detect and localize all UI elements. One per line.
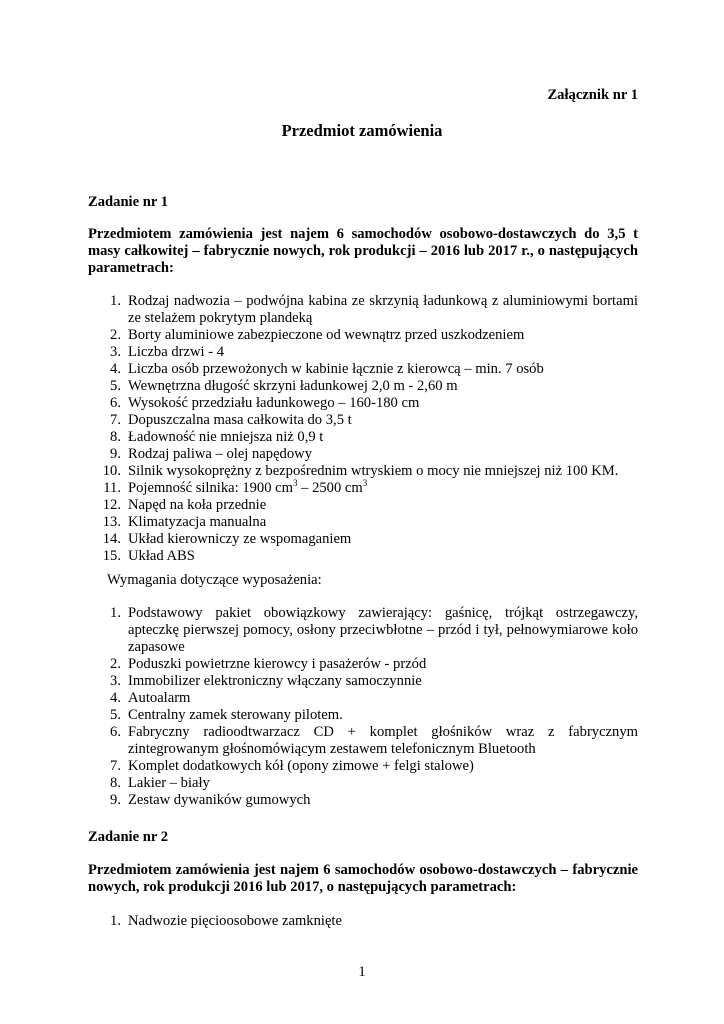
- annex-label: Załącznik nr 1: [547, 87, 638, 103]
- list-item: 2. Borty aluminiowe zabezpieczone od wewnątrz przed uszkodzeniem: [110, 327, 525, 343]
- list-item: 5. Wewnętrzna długość skrzyni ładunkowej 2,0 m - 2,60 m: [110, 378, 458, 394]
- equipment-list: [88, 605, 638, 809]
- list-item: 9. Zestaw dywaników gumowych: [110, 792, 311, 808]
- task2-intro: Przedmiotem zamówienia jest najem 6 samochodów osobowo-dostawczych – fabrycznie nowych, rok produkcji 2016 lub 2017, o następujących parametrach:: [88, 862, 638, 895]
- list-item: 5. Centralny zamek sterowany pilotem.: [110, 707, 343, 723]
- list-item: 8. Ładowność nie mniejsza niż 0,9 t: [110, 429, 324, 445]
- list-item: 4. Autoalarm: [110, 690, 191, 706]
- task1-heading: Zadanie nr 1: [88, 194, 169, 210]
- list-item: 7. Dopuszczalna masa całkowita do 3,5 t: [110, 412, 352, 428]
- page-title: Przedmiot zamówienia: [281, 121, 443, 140]
- page-number: 1: [358, 964, 366, 980]
- list-item: 11. Pojemność silnika: 1900 $cm^3 - 2500$ $cm^3$: [103, 478, 368, 496]
- list-item: 1. Nadwozie pięcioosobowe zamknięte: [110, 913, 342, 929]
- list-item: 14. Układ kierowniczy ze wspomaganiem: [102, 531, 352, 547]
- equipment-heading: Wymagania dotyczące wyposażenia:: [107, 572, 322, 588]
- list-item: 1. Podstawowy pakiet obowiązkowy zawierający: gaśnicę, trójkąt ostrzegawczy, apteczkę pierwszej pomocy, osłony przeciwbłotne – przód i tył, pełnowymiarowe koło zapasowe: [110, 605, 638, 655]
- list-item: 8. Lakier – biały: [110, 775, 210, 791]
- list-item: 3. Liczba drzwi - 4: [110, 344, 225, 360]
- list-item: 4. Liczba osób przewożonych w kabinie łącznie z kierowcą – min. 7 osób: [110, 361, 544, 377]
- task1-params-list: [88, 293, 638, 565]
- list-item: 3. Immobilizer elektroniczny włączany samoczynnie: [110, 673, 422, 689]
- list-item: 6. Fabryczny radioodtwarzacz CD + komplet głośników wraz z fabrycznym zintegrowanym głośnomówiącym zestawem telefonicznym Bluetooth: [110, 724, 638, 757]
- task2-params-list: [88, 913, 638, 930]
- list-item: 12. Napęd na koła przednie: [102, 497, 267, 513]
- list-item: 9. Rodzaj paliwa – olej napędowy: [110, 446, 312, 462]
- list-item: 1. Rodzaj nadwozia – podwójna kabina ze skrzynią ładunkową z aluminiowymi bortami ze stelażem pokrytym plandeką: [110, 293, 638, 326]
- task2-heading: Zadanie nr 2: [88, 829, 169, 845]
- task1-intro: Przedmiotem zamówienia jest najem 6 samochodów osobowo-dostawczych do 3,5 t masy całkowitej – fabrycznie nowych, rok produkcji – 2016 lub 2017 r., o następujących parametrach:: [88, 226, 638, 276]
- list-item: 2. Poduszki powietrzne kierowcy i pasażerów - przód: [110, 656, 427, 672]
- list-item: 6. Wysokość przedziału ładunkowego – 160-180 cm: [110, 395, 420, 411]
- list-item: 13. Klimatyzacja manualna: [102, 514, 267, 530]
- list-item: 15. Układ ABS: [102, 548, 195, 564]
- list-item: 7. Komplet dodatkowych kół (opony zimowe + felgi stalowe): [110, 758, 474, 774]
- list-item: 10. Silnik wysokoprężny z bezpośrednim wtryskiem o mocy nie mniejszej niż 100 KM.: [102, 463, 619, 479]
